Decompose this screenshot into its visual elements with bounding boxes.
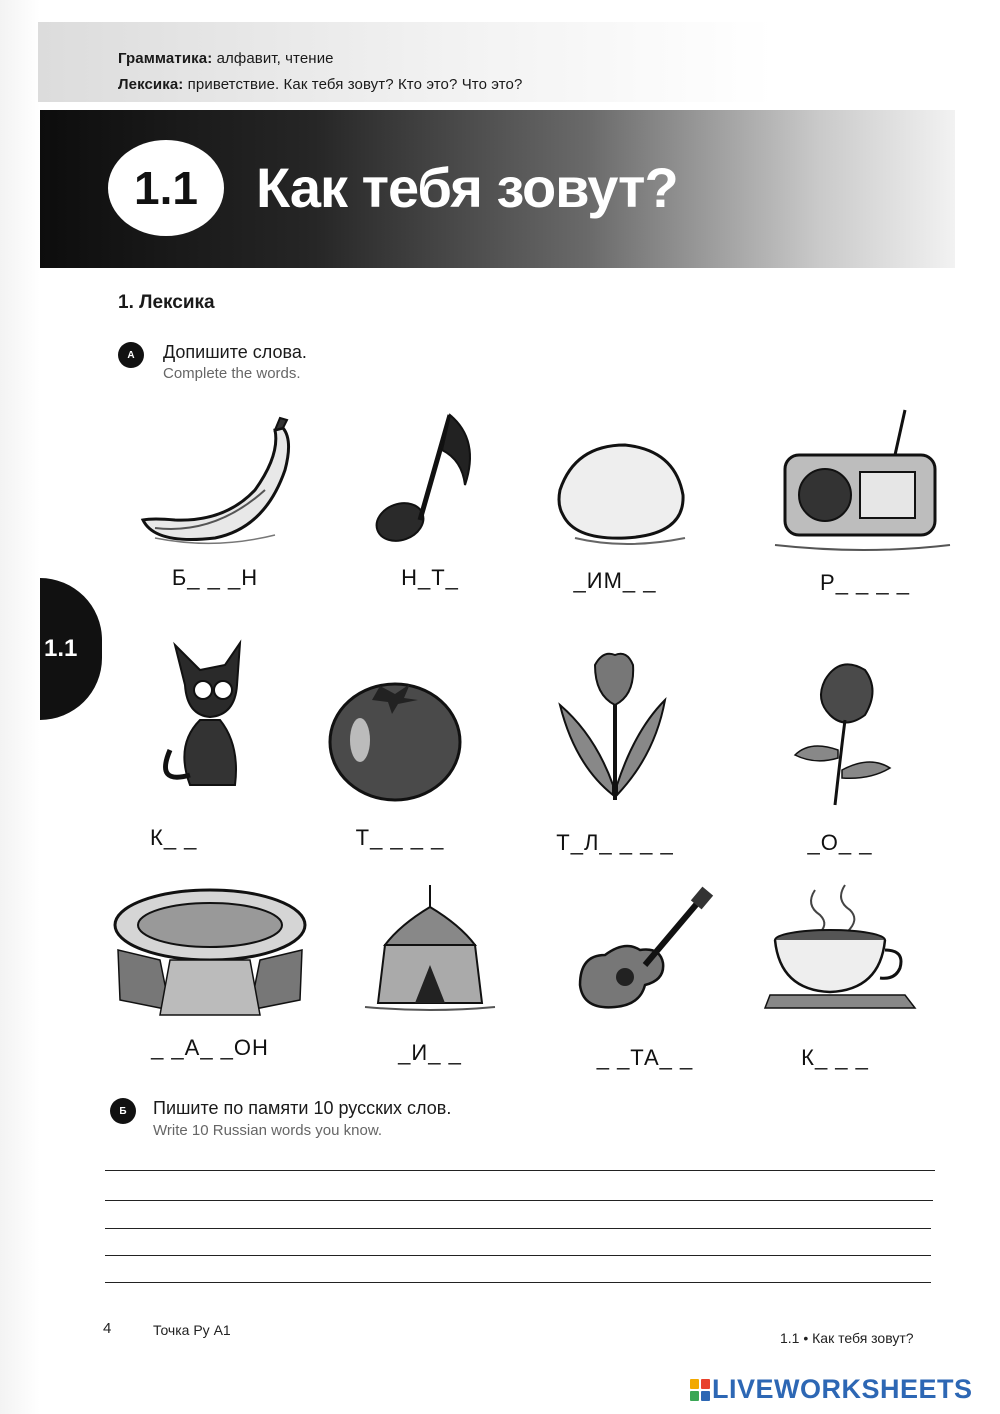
word-blank[interactable]: Р_ _ _ _ (820, 570, 910, 595)
word-card (515, 410, 715, 610)
word-blank[interactable]: К_ _ (150, 825, 198, 850)
grammar-label: Грамматика: (118, 50, 213, 67)
tulip-icon (515, 645, 715, 805)
task-b-title: Пишите по памяти 10 русских слов. (153, 1098, 452, 1118)
word-card (300, 670, 500, 855)
word-blank[interactable]: _ИМ_ _ (573, 568, 657, 593)
side-tab-label: 1.1 (44, 635, 78, 662)
grammar-line (118, 50, 334, 67)
task-a-title: Допишите слова. (163, 342, 307, 362)
cat-icon (115, 635, 315, 805)
brand-text: LIVEWORKSHEETS (712, 1374, 973, 1404)
word-blank[interactable]: _О_ _ (807, 830, 873, 855)
side-chapter-tab (40, 578, 102, 720)
word-card (545, 885, 745, 1075)
word-card (735, 880, 935, 1075)
liveworksheets-brand[interactable] (690, 1374, 973, 1405)
chapter-title: Как тебя зовут? (256, 156, 678, 219)
brand-logo-icon (690, 1379, 710, 1401)
banana-icon (115, 410, 315, 560)
task-b-badge: Б (110, 1098, 136, 1124)
word-blank[interactable]: _ _А_ _ОН (151, 1035, 269, 1060)
writing-line[interactable] (105, 1282, 931, 1283)
page-number: 4 (103, 1320, 112, 1337)
task-b-subtitle: Write 10 Russian words you know. (153, 1122, 382, 1139)
rose-icon (740, 650, 940, 810)
note-icon (330, 410, 530, 560)
word-card (330, 410, 530, 610)
word-card (765, 400, 965, 610)
writing-line[interactable] (105, 1255, 931, 1256)
writing-line[interactable] (105, 1200, 933, 1201)
word-card (115, 635, 315, 855)
grammar-text: алфавит, чтение (216, 50, 334, 67)
cup-icon (735, 880, 935, 1020)
writing-line[interactable] (105, 1228, 931, 1229)
word-blank[interactable]: Т_ _ _ _ (355, 825, 445, 850)
stadium-icon (110, 880, 310, 1020)
word-card (515, 645, 715, 855)
word-blank[interactable]: Б_ _ _Н (171, 565, 259, 590)
lexicon-text: приветствие. Как тебя зовут? Кто это? Что это? (187, 76, 523, 93)
word-blank[interactable]: _ _ТА_ _ (596, 1045, 694, 1070)
word-blank[interactable]: Н_Т_ (401, 565, 459, 590)
word-blank[interactable]: К_ _ _ (801, 1045, 869, 1070)
word-card (110, 880, 310, 1070)
task-a-badge: А (118, 342, 144, 368)
word-blank[interactable]: _И_ _ (398, 1040, 462, 1065)
lemon-icon (515, 410, 715, 560)
word-card (115, 410, 315, 610)
writing-line[interactable] (105, 1170, 935, 1171)
chapter-number: 1.1 (108, 140, 224, 236)
word-card (330, 885, 530, 1070)
word-card (740, 650, 940, 860)
book-title: Точка Ру А1 (153, 1322, 231, 1338)
guitar-icon (545, 885, 745, 1025)
tomato-icon (300, 670, 500, 810)
chapter-footer: 1.1 • Как тебя зовут? (780, 1330, 914, 1346)
word-blank[interactable]: Т_Л_ _ _ _ (556, 830, 674, 855)
radio-icon (765, 400, 965, 560)
circus-icon (330, 885, 530, 1015)
lexicon-line (118, 76, 522, 93)
lexicon-label: Лексика: (118, 76, 184, 93)
task-a-subtitle: Complete the words. (163, 365, 301, 382)
section-title: 1. Лексика (118, 292, 215, 313)
scan-shadow (0, 0, 40, 1414)
